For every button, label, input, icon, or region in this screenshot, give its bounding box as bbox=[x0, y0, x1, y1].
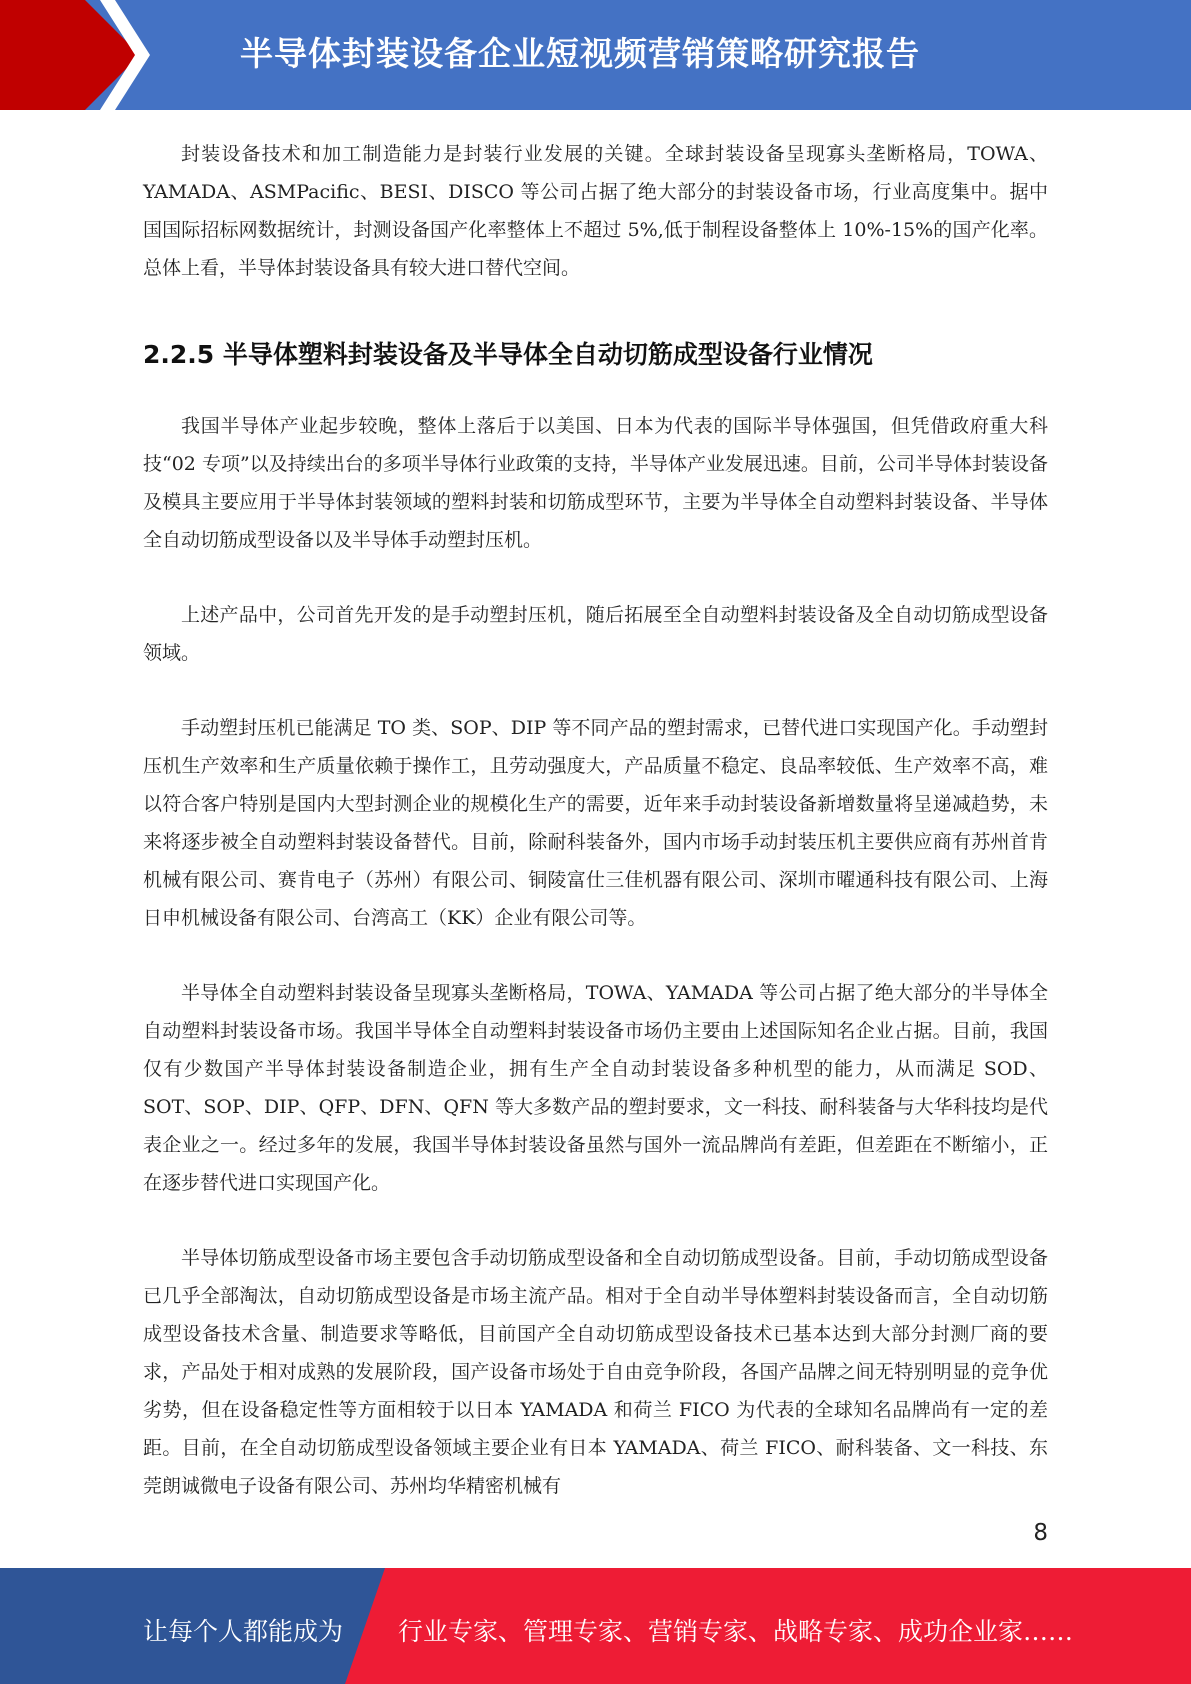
page-header bbox=[0, 0, 1191, 110]
section-heading: 2.2.5 半导体塑料封装设备及半导体全自动切筋成型设备行业情况 bbox=[143, 340, 873, 369]
page-number: 8 bbox=[1033, 1520, 1048, 1546]
paragraph-industry-background: 我国半导体产业起步较晚，整体上落后于以美国、日本为代表的国际半导体强国，但凭借政府重大科技“02 专项”以及持续出台的多项半导体行业政策的支持，半导体产业发展迅速。目前，公司半导体封装设备及模具主要应用于半导体封装领域的塑料封装和切筋成型环节，主要为半导体全自动塑料封装设备、半导体全自动切筋成型设备以及半导体手动塑封压机。 bbox=[143, 415, 1048, 551]
footer-slogan-right: 行业专家、管理专家、营销专家、战略专家、成功企业家…… bbox=[398, 1617, 1074, 1646]
header-red-arrow bbox=[0, 0, 150, 110]
paragraph-trim-form: 半导体切筋成型设备市场主要包含手动切筋成型设备和全自动切筋成型设备。目前，手动切筋成型设备已几乎全部淘汰，自动切筋成型设备是市场主流产品。相对于全自动半导体塑料封装设备而言，全自动切筋成型设备技术含量、制造要求等略低，目前国产全自动切筋成型设备技术已基本达到大部分封测厂商的要求，产品处于相对成熟的发展阶段，国产设备市场处于自由竞争阶段，各国产品牌之间无特别明显的竞争优劣势，但在设备稳定性等方面相较于以日本 YAMADA 和荷兰 FICO 为代表的全球知名品牌尚有一定的差距。目前，在全自动切筋成型设备领域主要企业有日本 YAMADA、荷兰 FICO、耐科装备、文一科技、东莞朗诚微电子设备有限公司、苏州均华精密机械有 bbox=[143, 1247, 1048, 1497]
paragraph-manual-press: 手动塑封压机已能满足 TO 类、SOP、DIP 等不同产品的塑封需求，已替代进口实现国产化。手动塑封压机生产效率和生产质量依赖于操作工，且劳动强度大，产品质量不稳定、良品率较低、生产效率不高，难以符合客户特别是国内大型封测企业的规模化生产的需要，近年来手动封装设备新增数量将呈递减趋势，未来将逐步被全自动塑料封装设备替代。目前，除耐科装备外，国内市场手动封装压机主要供应商有苏州首肯机械有限公司、赛肯电子（苏州）有限公司、铜陵富仕三佳机器有限公司、深圳市曜通科技有限公司、上海日申机械设备有限公司、台湾高工（KK）企业有限公司等。 bbox=[143, 717, 1048, 929]
report-title: 半导体封装设备企业短视频营销策略研究报告 bbox=[240, 34, 920, 73]
document-body bbox=[143, 135, 1048, 1542]
page-footer bbox=[0, 1568, 1191, 1684]
paragraph-intro: 封装设备技术和加工制造能力是封装行业发展的关键。全球封装设备呈现寡头垄断格局，TOWA、YAMADA、ASMPacific、BESI、DISCO 等公司占据了绝大部分的封装设备市场，行业高度集中。据中国国际招标网数据统计，封测设备国产化率整体上不超过 5%,低于制程设备整体上 10%-15%的国产化率。总体上看，半导体封装设备具有较大进口替代空间。 bbox=[143, 143, 1048, 279]
paragraph-auto-molding: 半导体全自动塑料封装设备呈现寡头垄断格局，TOWA、YAMADA 等公司占据了绝大部分的半导体全自动塑料封装设备市场。我国半导体全自动塑料封装设备市场仍主要由上述国际知名企业占据。目前，我国仅有少数国产半导体封装设备制造企业，拥有生产全自动封装设备多种机型的能力，从而满足 SOD、SOT、SOP、DIP、QFP、DFN、QFN 等大多数产品的塑封要求，文一科技、耐科装备与大华科技均是代表企业之一。经过多年的发展，我国半导体封装设备虽然与国外一流品牌尚有差距，但差距在不断缩小，正在逐步替代进口实现国产化。 bbox=[143, 982, 1048, 1194]
paragraph-product-history: 上述产品中，公司首先开发的是手动塑封压机，随后拓展至全自动塑料封装设备及全自动切筋成型设备领域。 bbox=[143, 604, 1048, 664]
footer-slogan-left: 让每个人都能成为 bbox=[143, 1617, 344, 1646]
